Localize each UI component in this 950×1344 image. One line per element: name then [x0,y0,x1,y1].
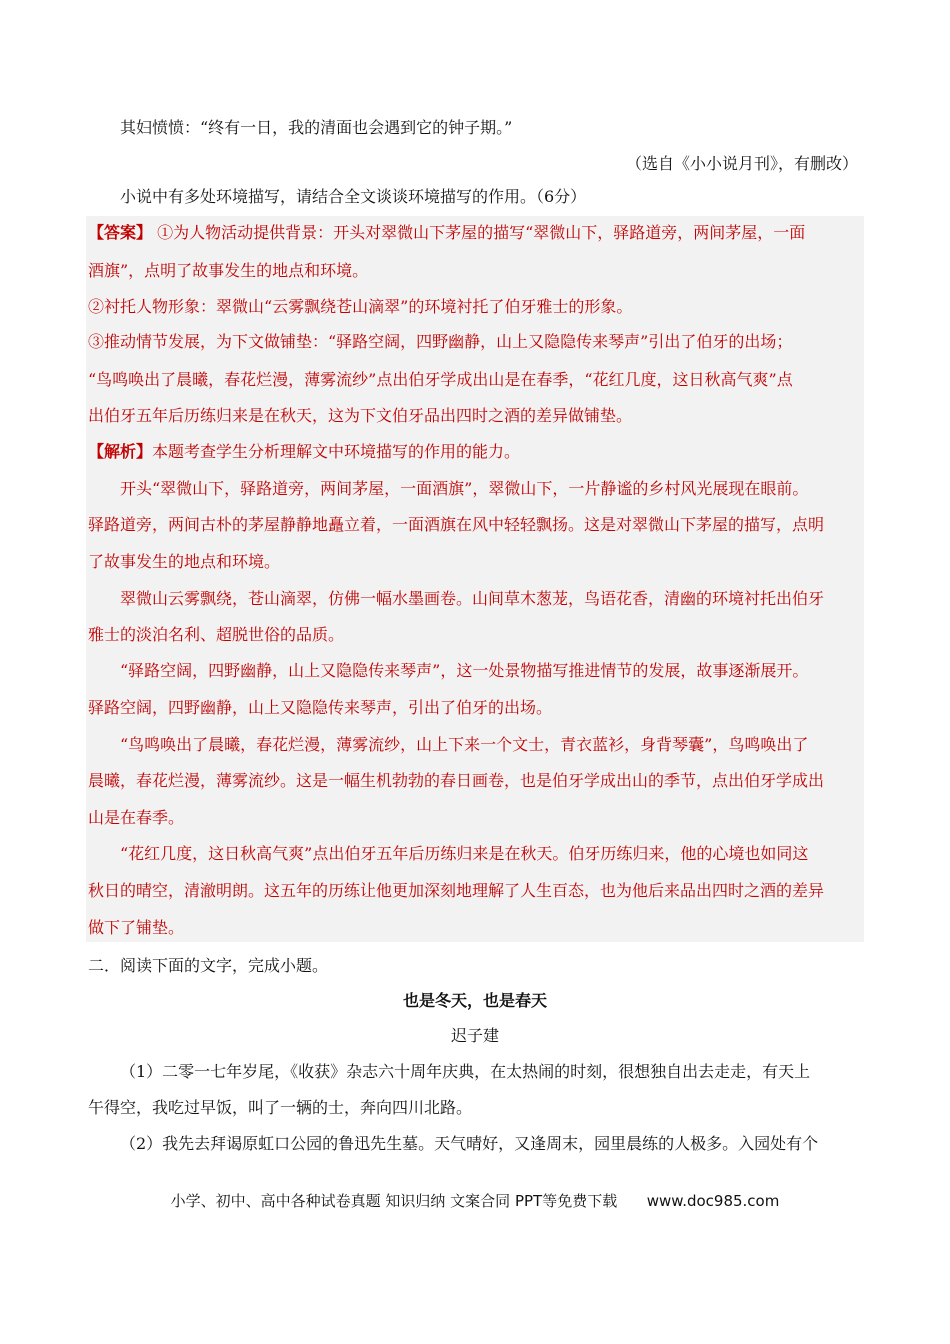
analysis-line-14: 做下了铺垫。 [88,918,185,937]
source-note: （选自《小小说月刊》，有删改） [625,154,858,173]
paragraph-2-line-1: （2）我先去拜谒原虹口公园的鲁迅先生墓。天气晴好，又逢周末，园里晨练的人极多。入园处有个 [120,1134,819,1153]
answer-text-1: ①为人物活动提供背景：开头对翠微山下茅屋的描写“翠微山下，驿路道旁，两间茅屋，一面 [152,223,806,242]
analysis-line-12: “花红几度，这日秋高气爽”点出伯牙五年后历练归来是在秋天。伯牙历练归来，他的心境也如同这 [120,844,809,863]
article-title: 也是冬天，也是春天 [402,991,547,1010]
section-heading: 二．阅读下面的文字，完成小题。 [88,956,329,975]
answer-line-2: 酒旗”，点明了故事发生的地点和环境。 [88,261,369,280]
analysis-line-13: 秋日的晴空，清澈明朗。这五年的历练让他更加深刻地理解了人生百态，也为他后来品出四时之酒的差异 [88,881,825,900]
analysis-line-6: 雅士的淡泊名利、超脱世俗的品质。 [88,625,345,644]
analysis-line-3: 驿路道旁，两间古朴的茅屋静静地矗立着，一面酒旗在风中轻轻飘扬。这是对翠微山下茅屋的描写，点明 [88,515,825,534]
analysis-line-8: 驿路空阔，四野幽静，山上又隐隐传来琴声，引出了伯牙的出场。 [88,698,553,717]
analysis-line-10: 晨曦，春花烂漫，薄雾流纱。这是一幅生机勃勃的春日画卷，也是伯牙学成出山的季节，点出伯牙学成出 [88,771,825,790]
page-footer [0,1190,950,1211]
footer-url[interactable]: www.doc985.com [646,1192,780,1210]
answer-line-3: ②衬托人物形象：翠微山“云雾飘绕苍山滴翠”的环境衬托了伯牙雅士的形象。 [88,297,633,316]
analysis-text-1: 本题考查学生分析理解文中环境描写的作用的能力。 [152,442,521,461]
analysis-line-2: 开头“翠微山下，驿路道旁，两间茅屋，一面酒旗”，翠微山下，一片静谧的乡村风光展现在眼前。 [120,479,809,498]
answer-tag: 【答案】 [88,223,153,242]
answer-line-4: ③推动情节发展，为下文做铺垫：“驿路空阔，四野幽静，山上又隐隐传来琴声”引出了伯牙的出场； [88,332,793,351]
analysis-line-9: “鸟鸣唤出了晨曦，春花烂漫，薄雾流纱，山上下来一个文士，青衣蓝衫，身背琴囊”，鸟鸣唤出了 [120,735,809,754]
footer-text: 小学、初中、高中各种试卷真题 知识归纳 文案合同 PPT等免费下载 [170,1192,618,1210]
question-text: 小说中有多处环境描写，请结合全文谈谈环境描写的作用。（6分） [120,187,587,206]
article-author: 迟子建 [450,1026,499,1045]
paragraph-1-line-2: 午得空，我吃过早饭，叫了一辆的士，奔向四川北路。 [88,1098,473,1117]
analysis-line-7: “驿路空阔，四野幽静，山上又隐隐传来琴声”，这一处景物描写推进情节的发展，故事逐渐展开。 [120,661,809,680]
story-last-line: 其妇愤愤：“终有一日，我的清面也会遇到它的钟子期。” [120,118,513,137]
answer-line-1 [88,222,805,244]
analysis-line-1 [88,441,520,463]
analysis-line-4: 了故事发生的地点和环境。 [88,552,281,571]
analysis-line-11: 山是在春季。 [88,808,185,827]
analysis-line-5: 翠微山云雾飘绕，苍山滴翠，仿佛一幅水墨画卷。山间草木葱茏，鸟语花香，清幽的环境衬托出伯牙 [120,589,825,608]
paragraph-1-line-1: （1）二零一七年岁尾，《收获》杂志六十周年庆典，在太热闹的时刻，很想独自出去走走，有天上 [120,1062,811,1081]
answer-box [86,216,864,942]
answer-line-5: “鸟鸣唤出了晨曦，春花烂漫，薄雾流纱”点出伯牙学成出山是在春季，“花红几度，这日秋高气爽”点 [88,370,793,389]
analysis-tag: 【解析】 [88,442,153,461]
answer-line-6: 出伯牙五年后历练归来是在秋天，这为下文伯牙品出四时之酒的差异做铺垫。 [88,406,633,425]
